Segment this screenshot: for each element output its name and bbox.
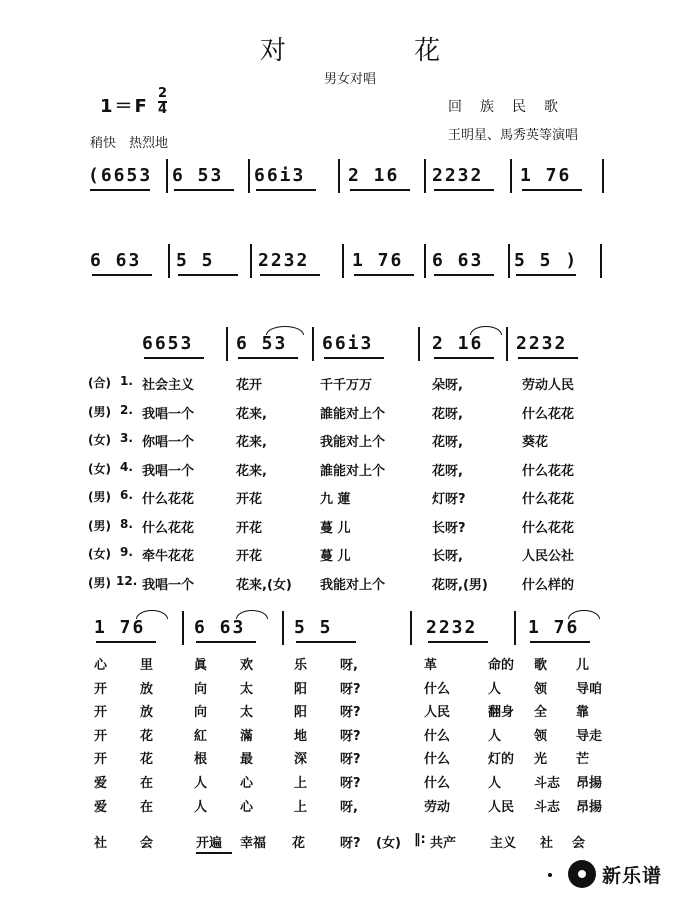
- beam-underline: [354, 274, 414, 276]
- beam-underline: [434, 189, 494, 191]
- lyric-word: 花呀,: [432, 406, 463, 422]
- beam-underline: [296, 641, 356, 643]
- note-group: 2232: [426, 617, 478, 638]
- lyric-word: 什么花花: [522, 406, 575, 422]
- lyric-word: 里: [140, 658, 154, 673]
- lyric-word: 花开: [236, 378, 263, 393]
- lyric-word: 斗志: [534, 799, 561, 815]
- lyric-word: 人民: [424, 705, 451, 721]
- lyric-word: 人: [194, 776, 208, 791]
- singer-label: (女): [88, 461, 111, 476]
- lyric-word: 人: [488, 728, 502, 744]
- lyric-word: 开: [94, 705, 108, 721]
- lyric-word: 上: [294, 799, 308, 815]
- tie-slur: [236, 610, 268, 619]
- note-group: 6 53: [172, 165, 224, 186]
- note-group: (6653: [88, 165, 153, 186]
- bar-line: [312, 327, 314, 361]
- lyric-word: 革: [424, 658, 438, 673]
- lyric-word: 领: [534, 728, 548, 744]
- lyric-word: 呀?: [340, 836, 361, 851]
- bar-line: [424, 244, 426, 278]
- meter-bottom: 4: [158, 102, 168, 117]
- beam-underline: [256, 189, 316, 191]
- lyric-word: 人: [488, 776, 502, 791]
- lyric-word: 人民公社: [522, 549, 575, 564]
- lyric-word: 导走: [576, 728, 603, 744]
- bar-line: [182, 611, 184, 645]
- beam-underline: [530, 641, 590, 643]
- beam-underline: [174, 189, 234, 191]
- verse-number: 2.: [120, 402, 133, 417]
- lyric-word: 呀,: [340, 658, 358, 673]
- site-logo: [568, 860, 662, 888]
- lyric-word: 人: [488, 681, 502, 697]
- beam-underline: [92, 274, 152, 276]
- lyric-word: 我唱一个: [142, 463, 195, 479]
- lyric-word: 我能对上个: [320, 435, 386, 450]
- song-title: 对 花: [259, 36, 501, 66]
- lyric-word: 阳: [294, 705, 308, 721]
- note-group: 1 76: [528, 617, 580, 638]
- beam-underline: [178, 274, 238, 276]
- lyric-word: 芒: [576, 752, 590, 768]
- lyric-word: 花呀,: [432, 435, 463, 450]
- beam-underline: [324, 357, 384, 359]
- lyric-word: 放: [140, 705, 154, 721]
- verse-number: 12.: [116, 573, 138, 588]
- lyric-word: 我唱一个: [142, 406, 195, 422]
- lyric-word: 太: [240, 681, 254, 697]
- lyric-word: 什么花花: [522, 492, 575, 507]
- bar-line: [342, 244, 344, 278]
- tie-slur: [470, 326, 502, 335]
- bar-line: [248, 159, 250, 193]
- lyric-word: 呀?: [340, 705, 361, 721]
- lyric-word: 命的: [488, 658, 515, 673]
- note-group: 6 63: [194, 617, 246, 638]
- tie-slur: [136, 610, 168, 619]
- lyric-word: 花来,: [236, 406, 267, 422]
- lyric-word: 昂揚: [576, 799, 603, 815]
- lyric-word: 灯的: [488, 752, 515, 768]
- singer-label: (男): [88, 575, 111, 590]
- lyric-word: 什么花花: [142, 492, 195, 507]
- lyric-word: 花呀,(男): [432, 577, 488, 593]
- lyric-word: 花呀,: [432, 463, 463, 479]
- bar-line: [250, 244, 252, 278]
- lyric-word: 导咱: [576, 681, 603, 697]
- lyric-word: 乐: [294, 658, 308, 673]
- lyric-word: 花: [140, 752, 154, 768]
- lyric-underline: [196, 852, 232, 854]
- note-group: 6653: [142, 333, 194, 354]
- lyric-word: 牵牛花花: [142, 549, 195, 564]
- bar-line: [410, 611, 412, 645]
- singer-label: (男): [88, 490, 111, 504]
- lyric-word: 上: [294, 776, 308, 791]
- verse-number: 9.: [120, 545, 133, 559]
- bar-line: [424, 159, 426, 193]
- lyric-word: 什么: [424, 752, 451, 768]
- lyric-word: 社: [540, 836, 554, 851]
- lyric-word: 在: [140, 799, 154, 815]
- lyric-word: 花: [292, 836, 306, 851]
- singer-label: (合): [88, 376, 111, 390]
- logo-text: 新乐谱: [602, 864, 663, 887]
- lyric-word: 深: [294, 752, 308, 768]
- tie-slur: [568, 610, 600, 619]
- note-group: 2 16: [348, 165, 400, 186]
- lyric-word: 放: [140, 681, 154, 697]
- lyric-word: 全: [534, 705, 548, 721]
- bar-line: [226, 327, 228, 361]
- note-group: 2 16: [432, 333, 484, 354]
- note-group: 1 76: [94, 617, 146, 638]
- lyric-word: 滿: [240, 728, 254, 744]
- lyric-word: 劳动人民: [522, 378, 575, 393]
- note-group: 5 5: [176, 250, 215, 271]
- note-group: 2232: [432, 165, 484, 186]
- note-group: 1 76: [352, 250, 404, 271]
- bar-line: [602, 159, 604, 193]
- lyric-word: 呀?: [340, 681, 361, 697]
- lyric-word: 向: [194, 705, 208, 721]
- lyric-word: 斗志: [534, 776, 561, 791]
- verse-number: 3.: [120, 431, 133, 445]
- beam-underline: [428, 641, 488, 643]
- bar-line: [168, 244, 170, 278]
- lyric-word: 呀?: [340, 776, 361, 791]
- note-group: 5 5 ): [514, 250, 579, 271]
- lyric-word: 社: [94, 836, 108, 851]
- lyric-word: 什么花花: [522, 463, 575, 479]
- genre-label: 回族民歌: [448, 99, 576, 115]
- performers: 王明星、馬秀英等演唱: [448, 128, 579, 143]
- bar-line: [282, 611, 284, 645]
- verse-number: 1.: [120, 374, 133, 388]
- lyric-word: 我能对上个: [320, 577, 386, 593]
- beam-underline: [434, 274, 494, 276]
- lyric-word: 开: [94, 728, 108, 744]
- beam-underline: [90, 189, 150, 191]
- disc-icon: [568, 860, 596, 888]
- lyric-word: 幸福: [240, 836, 267, 851]
- lyric-word: 什么花花: [522, 520, 575, 536]
- lyric-word: 最: [240, 752, 254, 768]
- lyric-word: 开: [94, 681, 108, 697]
- lyric-word: 开: [94, 752, 108, 768]
- lyric-word: 开遍: [196, 836, 223, 851]
- note-group: 6 63: [432, 250, 484, 271]
- lyric-word: 朵呀,: [432, 378, 463, 393]
- bullet-dot: [548, 873, 552, 877]
- lyric-word: 爱: [94, 776, 108, 791]
- bar-line: [418, 327, 420, 361]
- note-group: 2232: [516, 333, 568, 354]
- meter-top: 2: [158, 86, 168, 101]
- lyric-word: 根: [194, 752, 208, 768]
- singer-label: (女): [88, 547, 111, 561]
- lyric-word: 誰能对上个: [320, 406, 386, 422]
- lyric-word: 灯呀?: [432, 492, 466, 507]
- lyric-word: 靠: [576, 705, 590, 721]
- lyric-word: 紅: [194, 728, 208, 744]
- lyric-word: 领: [534, 681, 548, 697]
- note-group: 2232: [258, 250, 310, 271]
- lyric-word: 花来,(女): [236, 577, 292, 593]
- lyric-word: ‖:: [414, 832, 426, 847]
- lyric-word: 长呀?: [432, 520, 466, 536]
- beam-underline: [522, 189, 582, 191]
- key-signature: 1＝F: [100, 96, 149, 117]
- lyric-word: 花来,: [236, 435, 267, 450]
- lyric-word: 阳: [294, 681, 308, 697]
- lyric-word: 昂揚: [576, 776, 603, 791]
- time-signature: [158, 87, 167, 117]
- beam-underline: [96, 641, 156, 643]
- singer-label: (女): [88, 433, 111, 447]
- beam-underline: [350, 189, 410, 191]
- lyric-word: 人民: [488, 799, 515, 815]
- bar-line: [506, 327, 508, 361]
- singer-label: (男): [88, 518, 111, 533]
- beam-underline: [144, 357, 204, 359]
- note-group: 66i3: [322, 333, 374, 354]
- lyric-word: 劳动: [424, 799, 451, 815]
- tempo-marking: 稍快 热烈地: [90, 136, 169, 151]
- lyric-word: 什么样的: [522, 577, 575, 593]
- lyric-word: 儿: [576, 658, 590, 673]
- lyric-word: 太: [240, 705, 254, 721]
- lyric-word: 主义: [490, 836, 517, 851]
- lyric-word: 人: [194, 799, 208, 815]
- lyric-word: 在: [140, 776, 154, 791]
- bar-line: [514, 611, 516, 645]
- verse-number: 4.: [120, 459, 133, 474]
- tie-slur: [266, 326, 304, 335]
- note-group: 6 63: [90, 250, 142, 271]
- lyric-word: 歌: [534, 658, 548, 673]
- lyric-word: 开花: [236, 492, 263, 507]
- beam-underline: [260, 274, 320, 276]
- lyric-word: 长呀,: [432, 549, 463, 564]
- lyric-word: 葵花: [522, 435, 549, 450]
- bar-line: [508, 244, 510, 278]
- lyric-word: 花: [140, 728, 154, 744]
- lyric-word: 心: [94, 658, 108, 673]
- singer-label: (男): [88, 404, 111, 419]
- lyric-word: 心: [240, 776, 254, 791]
- note-group: 1 76: [520, 165, 572, 186]
- lyric-word: 开花: [236, 549, 263, 564]
- lyric-word: 眞: [194, 658, 208, 673]
- note-group: 5 5: [294, 617, 333, 638]
- lyric-word: 九 蓮: [320, 492, 351, 507]
- lyric-word: 蔓 儿: [320, 549, 351, 564]
- lyric-word: 花来,: [236, 463, 267, 479]
- verse-number: 6.: [120, 488, 133, 502]
- lyric-word: 什么: [424, 776, 451, 791]
- bar-line: [600, 244, 602, 278]
- lyric-word: 呀,: [340, 799, 358, 815]
- verse-number: 8.: [120, 516, 133, 531]
- lyric-word: 社会主义: [142, 378, 195, 393]
- lyric-word: 我唱一个: [142, 577, 195, 593]
- beam-underline: [518, 357, 578, 359]
- bar-line: [338, 159, 340, 193]
- lyric-word: 誰能对上个: [320, 463, 386, 479]
- lyric-word: 开花: [236, 520, 263, 536]
- lyric-word: 你唱一个: [142, 435, 195, 450]
- lyric-word: 共产: [430, 836, 457, 851]
- lyric-word: 向: [194, 681, 208, 697]
- lyric-word: 爱: [94, 799, 108, 815]
- lyric-word: 光: [534, 752, 548, 768]
- beam-underline: [516, 274, 576, 276]
- lyric-word: 欢: [240, 658, 254, 673]
- lyric-word: 什么花花: [142, 520, 195, 536]
- lyric-word: 蔓 儿: [320, 520, 351, 536]
- lyric-word: 地: [294, 728, 308, 744]
- lyric-word: 呀?: [340, 728, 361, 744]
- lyric-word: 会: [140, 836, 154, 851]
- note-group: 6 53: [236, 333, 288, 354]
- lyric-word: 翻身: [488, 705, 515, 721]
- lyric-word: (女): [376, 836, 401, 851]
- note-group: 66i3: [254, 165, 306, 186]
- bar-line: [510, 159, 512, 193]
- bar-line: [166, 159, 168, 193]
- lyric-word: 什么: [424, 728, 451, 744]
- beam-underline: [196, 641, 256, 643]
- lyric-word: 什么: [424, 681, 451, 697]
- lyric-word: 千千万万: [320, 378, 373, 393]
- beam-underline: [434, 357, 494, 359]
- lyric-word: 会: [572, 836, 586, 851]
- lyric-word: 心: [240, 799, 254, 815]
- song-subtitle: 男女对唱: [323, 72, 376, 87]
- beam-underline: [238, 357, 298, 359]
- lyric-word: 呀?: [340, 752, 361, 768]
